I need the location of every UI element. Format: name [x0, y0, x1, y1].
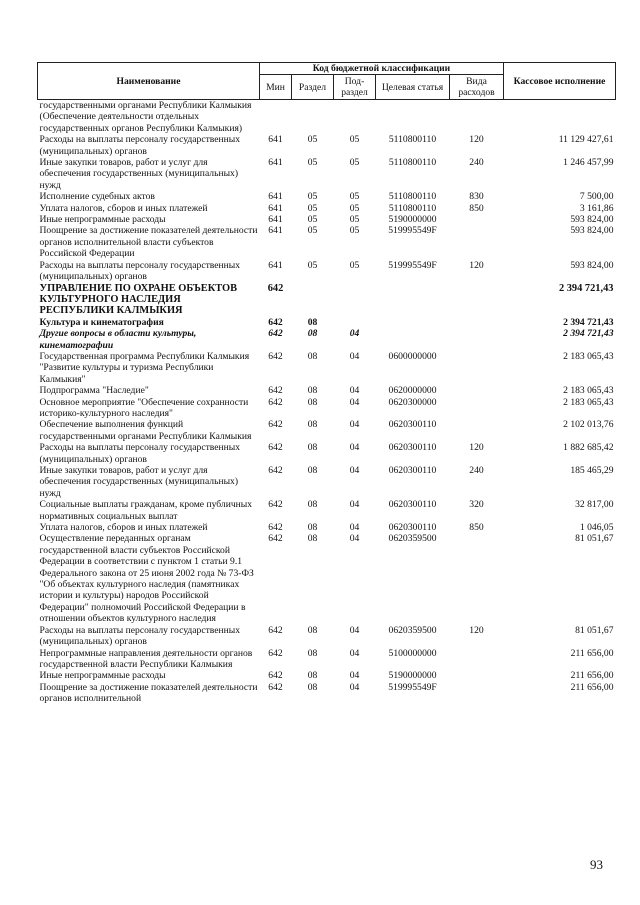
row-article: 0620000000 — [388, 385, 437, 397]
row-vid: 120 — [469, 442, 484, 454]
row-min: 642 — [268, 499, 283, 511]
row-razdel: 08 — [307, 385, 318, 397]
row-article — [376, 100, 450, 135]
row-article: 0620300000 — [388, 396, 437, 408]
table-row — [38, 419, 616, 442]
table-row — [38, 648, 616, 671]
row-name: Иные закупки товаров, работ и услуг для обеспечения государственных (муниципальных) нужд — [39, 157, 239, 191]
row-razdel: 05 — [307, 202, 318, 214]
header-vid: Вида расходов — [450, 75, 504, 100]
row-razdel: 08 — [307, 670, 318, 682]
table-row — [38, 533, 616, 624]
row-article — [376, 317, 450, 328]
row-article — [376, 283, 450, 317]
row-article: 519995549F — [388, 681, 437, 693]
row-amount: 593 824,00 — [570, 259, 614, 271]
row-podrazdel: 04 — [349, 465, 360, 476]
row-name: Основное мероприятие "Обеспечение сохранности историко-культурного наследия" — [39, 396, 249, 419]
row-razdel: 05 — [307, 214, 318, 226]
row-podrazdel: 04 — [349, 681, 360, 693]
row-article: 519995549F — [388, 259, 437, 271]
row-amount: 593 824,00 — [570, 214, 614, 226]
table-row — [38, 225, 616, 259]
row-razdel: 08 — [307, 624, 318, 636]
row-podrazdel: 04 — [349, 670, 360, 682]
row-amount: 3 161,86 — [579, 202, 614, 214]
table-row — [38, 465, 616, 499]
row-min: 641 — [268, 225, 283, 237]
row-amount: 81 051,67 — [575, 533, 614, 545]
row-vid — [450, 100, 504, 135]
row-razdel: 08 — [307, 681, 318, 693]
row-vid — [450, 214, 504, 225]
header-code-group: Код бюджетной классификации — [260, 63, 504, 75]
row-vid: 120 — [469, 134, 484, 146]
row-razdel: 08 — [307, 499, 318, 511]
row-podrazdel — [334, 283, 376, 317]
row-podrazdel: 04 — [349, 647, 360, 659]
table-row — [38, 191, 616, 202]
table-row — [38, 328, 616, 351]
table-row — [38, 214, 616, 225]
row-min: 642 — [268, 328, 283, 340]
row-vid: 830 — [469, 191, 484, 203]
row-min: 642 — [268, 385, 283, 397]
row-podrazdel: 04 — [349, 328, 360, 340]
row-razdel: 08 — [307, 647, 318, 659]
table-row — [38, 682, 616, 705]
row-vid — [450, 397, 504, 420]
row-name: Иные непрограммные расходы — [39, 214, 166, 226]
row-amount: 1 246 457,99 — [563, 157, 614, 169]
row-vid: 240 — [469, 465, 484, 476]
row-amount: 2 394 721,43 — [563, 328, 614, 340]
row-razdel: 08 — [307, 522, 318, 534]
table-row — [38, 157, 616, 191]
row-razdel: 08 — [307, 465, 318, 476]
table-row — [38, 317, 616, 328]
row-podrazdel: 04 — [349, 385, 360, 397]
row-min: 642 — [268, 419, 283, 431]
row-amount: 211 656,00 — [570, 681, 614, 693]
row-article: 0620300110 — [388, 465, 437, 476]
row-vid: 120 — [469, 259, 484, 271]
row-article: 5110800110 — [388, 202, 437, 214]
row-min: 641 — [268, 191, 283, 203]
row-article: 0600000000 — [388, 350, 437, 362]
row-podrazdel: 05 — [349, 259, 360, 271]
row-article: 5110800110 — [388, 134, 437, 146]
header-razdel: Раздел — [292, 75, 334, 100]
row-amount: 2 102 013,76 — [563, 419, 614, 431]
row-razdel: 05 — [307, 191, 318, 203]
row-min: 642 — [268, 465, 283, 476]
row-podrazdel: 04 — [349, 522, 360, 534]
row-name: Обеспечение выполнения функций государственными органами Республики Калмыкия — [39, 419, 252, 442]
row-vid: 850 — [469, 202, 484, 214]
row-name: Поощрение за достижение показателей деятельности органов исполнительной власти субъектов Российской Федерации — [39, 225, 258, 260]
table-row — [38, 625, 616, 648]
row-vid: 320 — [469, 499, 484, 511]
row-min: 641 — [268, 134, 283, 146]
row-amount: 2 183 065,43 — [563, 350, 614, 362]
row-razdel: 08 — [307, 328, 318, 340]
row-podrazdel: 04 — [349, 533, 360, 545]
row-article: 5110800110 — [388, 157, 437, 169]
row-amount: 211 656,00 — [570, 670, 614, 682]
row-name: Расходы на выплаты персоналу государственных (муниципальных) органов — [39, 624, 241, 648]
row-vid — [450, 670, 504, 681]
row-podrazdel: 04 — [349, 499, 360, 511]
table-row — [38, 670, 616, 681]
table-row — [38, 283, 616, 317]
row-name: Поощрение за достижение показателей деятельности органов исполнительной — [39, 681, 258, 705]
row-min: 642 — [268, 396, 283, 408]
header-min: Мин — [260, 75, 292, 100]
row-min: 642 — [268, 533, 283, 545]
row-min: 641 — [268, 214, 283, 226]
table-row — [38, 397, 616, 420]
row-min: 642 — [268, 350, 283, 362]
row-name: Культура и кинематография — [39, 316, 164, 328]
row-razdel: 08 — [307, 350, 318, 362]
row-podrazdel: 04 — [349, 442, 360, 454]
row-name: Расходы на выплаты персоналу государственных (муниципальных) органов — [39, 134, 241, 157]
row-podrazdel: 04 — [349, 624, 360, 636]
row-article: 519995549F — [388, 225, 437, 237]
row-name: Подпрограмма "Наследие" — [39, 385, 149, 397]
row-razdel: 05 — [307, 225, 318, 237]
row-article: 5100000000 — [388, 647, 437, 659]
row-amount: 11 129 427,61 — [558, 134, 614, 146]
row-razdel: 08 — [307, 396, 318, 408]
row-amount: 2 183 065,43 — [563, 385, 614, 397]
row-vid — [450, 328, 504, 351]
row-razdel: 08 — [307, 316, 318, 328]
row-article: 0620300110 — [388, 522, 437, 534]
row-podrazdel — [334, 317, 376, 328]
row-min: 642 — [268, 670, 283, 682]
row-amount: 593 824,00 — [570, 225, 614, 237]
page-number: 93 — [590, 857, 603, 872]
row-amount: 2 394 721,43 — [563, 316, 614, 328]
row-amount: 7 500,00 — [579, 191, 614, 203]
row-vid — [450, 283, 504, 317]
row-name: Непрограммные направления деятельности органов государственной власти Республики Калмыкия — [39, 647, 253, 670]
row-min: 641 — [268, 202, 283, 214]
row-amount: 1 882 685,42 — [563, 442, 614, 454]
row-name: государственными органами Республики Калмыкия (Обеспечение деятельности отдельных государственных органов Республики Калмыкия) — [39, 100, 252, 134]
budget-table — [37, 62, 616, 705]
row-podrazdel: 05 — [349, 157, 360, 169]
row-name: Осуществление переданных органам государственной власти субъектов Российской Федерации в соответствии с пунктом 1 статьи 9.1 Федерального закона от 25 июня 2002 года № 73-ФЗ "Об объектах культурного наследия (памятниках истории и культуры) народов Российской Федерации" полномочий Российской Федерации в отношении объектов культурного наследия — [39, 533, 254, 625]
row-min: 642 — [268, 522, 283, 534]
row-article: 0620300110 — [388, 419, 437, 431]
header-article: Целевая статья — [376, 75, 450, 100]
header-name: Наименование — [38, 63, 260, 100]
row-amount: 185 465,29 — [570, 465, 614, 476]
row-vid: 240 — [469, 157, 484, 169]
table-row — [38, 351, 616, 385]
row-vid — [450, 419, 504, 442]
table-body — [38, 100, 616, 705]
row-amount: 32 817,00 — [575, 499, 614, 511]
row-min: 642 — [267, 282, 284, 294]
row-podrazdel: 05 — [349, 214, 360, 226]
row-podrazdel: 05 — [349, 134, 360, 146]
table-row — [38, 522, 616, 533]
row-min: 642 — [268, 647, 283, 659]
row-min: 642 — [268, 624, 283, 636]
row-razdel: 08 — [307, 419, 318, 431]
table-header — [38, 63, 616, 100]
table-row — [38, 385, 616, 396]
row-article: 0620359500 — [388, 624, 437, 636]
row-min — [260, 100, 292, 135]
row-article — [376, 328, 450, 351]
row-name: Иные закупки товаров, работ и услуг для обеспечения государственных (муниципальных) нужд — [39, 465, 239, 499]
row-podrazdel: 05 — [349, 202, 360, 214]
row-article: 5110800110 — [388, 191, 437, 203]
row-razdel: 05 — [307, 259, 318, 271]
table-row — [38, 100, 616, 135]
table-row — [38, 260, 616, 283]
row-vid — [450, 317, 504, 328]
row-name: Расходы на выплаты персоналу государственных (муниципальных) органов — [39, 259, 241, 283]
row-name: Исполнение судебных актов — [39, 191, 155, 203]
row-amount: 211 656,00 — [570, 647, 614, 659]
row-podrazdel: 05 — [349, 225, 360, 237]
row-amount: 2 183 065,43 — [563, 396, 614, 408]
row-article: 5190000000 — [388, 214, 437, 226]
row-vid — [450, 648, 504, 671]
row-vid — [450, 533, 504, 624]
row-min: 642 — [268, 316, 283, 328]
row-vid — [450, 351, 504, 385]
row-name: Другие вопросы в области культуры, кинематографии — [39, 328, 197, 351]
table-row — [38, 203, 616, 214]
row-article: 0620359500 — [388, 533, 437, 545]
row-razdel — [292, 100, 334, 135]
row-vid — [450, 225, 504, 259]
table-row — [38, 134, 616, 157]
row-min: 641 — [268, 259, 283, 271]
row-min: 642 — [268, 681, 283, 693]
row-name: Социальные выплаты гражданам, кроме публичных нормативных социальных выплат — [39, 499, 253, 522]
row-amount — [504, 100, 616, 135]
table-row — [38, 442, 616, 465]
header-amount: Кассовое исполнение — [504, 63, 616, 100]
row-podrazdel: 05 — [349, 191, 360, 203]
row-name: Уплата налогов, сборов и иных платежей — [39, 522, 208, 534]
table-row — [38, 499, 616, 522]
row-min: 642 — [268, 442, 283, 454]
row-razdel: 08 — [307, 442, 318, 454]
row-amount: 1 046,05 — [579, 522, 614, 534]
row-razdel — [292, 283, 334, 317]
row-name: Уплата налогов, сборов и иных платежей — [39, 202, 208, 214]
row-article: 0620300110 — [388, 499, 437, 511]
row-amount: 81 051,67 — [575, 624, 614, 636]
row-razdel: 05 — [307, 157, 318, 169]
row-name: Иные непрограммные расходы — [39, 670, 166, 682]
row-amount: 2 394 721,43 — [558, 282, 614, 294]
row-article: 5190000000 — [388, 670, 437, 682]
row-razdel: 05 — [307, 134, 318, 146]
row-podrazdel — [334, 100, 376, 135]
row-vid — [450, 682, 504, 705]
row-podrazdel: 04 — [349, 419, 360, 431]
row-name: Государственная программа Республики Калмыкия "Развитие культуры и туризма Республики Калмыкия" — [39, 350, 250, 385]
row-vid: 850 — [469, 522, 484, 534]
row-article: 0620300110 — [388, 442, 437, 454]
header-podrazdel: Под-раздел — [334, 75, 376, 100]
row-min: 641 — [268, 157, 283, 169]
row-vid — [450, 385, 504, 396]
row-name: УПРАВЛЕНИЕ ПО ОХРАНЕ ОБЪЕКТОВ КУЛЬТУРНОГО НАСЛЕДИЯ РЕСПУБЛИКИ КАЛМЫКИЯ — [39, 282, 238, 317]
row-podrazdel: 04 — [349, 350, 360, 362]
row-name: Расходы на выплаты персоналу государственных (муниципальных) органов — [39, 442, 241, 465]
row-podrazdel: 04 — [349, 396, 360, 408]
row-razdel: 08 — [307, 533, 318, 545]
row-vid: 120 — [469, 624, 484, 636]
